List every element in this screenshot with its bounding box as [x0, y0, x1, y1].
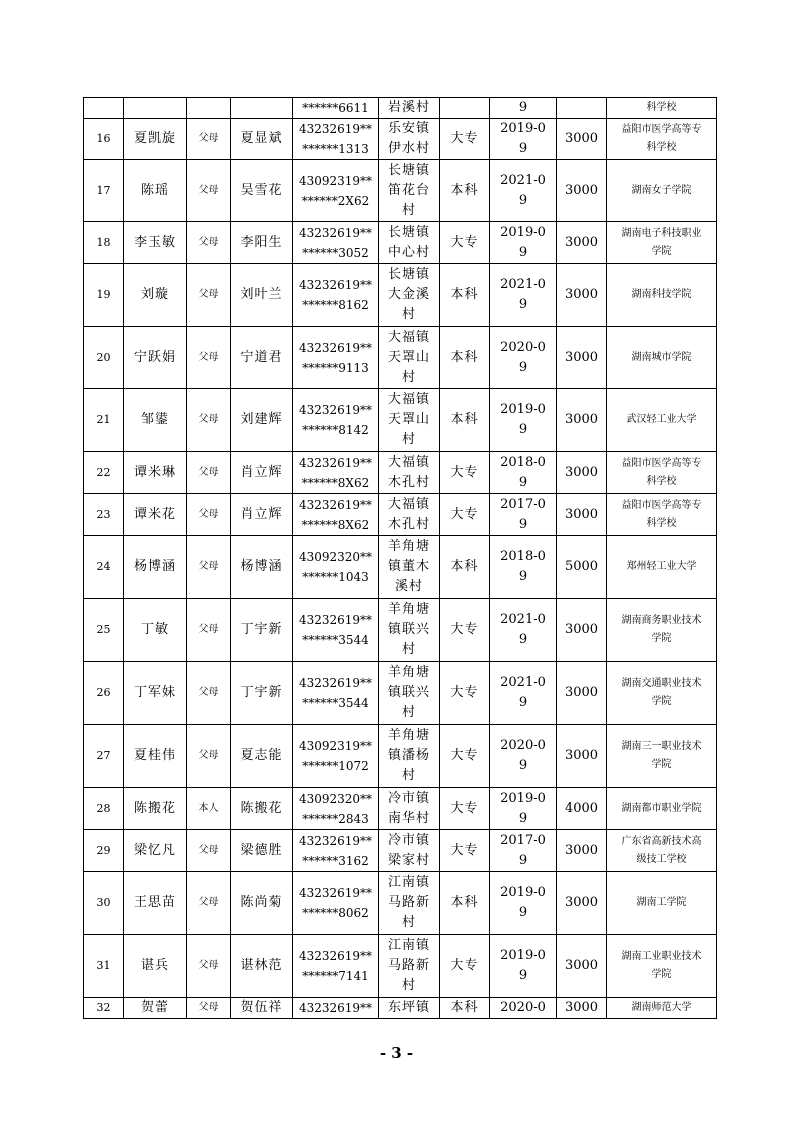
student-name-cell	[124, 98, 187, 119]
enrollment-date-cell: 2019-0 9	[490, 389, 557, 452]
aid-amount-cell: 3000	[557, 389, 607, 452]
aid-amount-cell	[557, 98, 607, 119]
enrollment-date-cell: 2021-0 9	[490, 160, 557, 222]
table-row	[84, 389, 717, 452]
school-name-cell: 湖南科技学院	[607, 264, 717, 327]
id-number-cell: 43232619** ******3544	[293, 662, 379, 725]
table-row	[84, 725, 717, 788]
relation-cell: 父母	[187, 935, 231, 998]
education-level-cell: 大专	[440, 788, 490, 830]
table-row	[84, 599, 717, 662]
education-level-cell: 本科	[440, 327, 490, 389]
aid-amount-cell: 3000	[557, 327, 607, 389]
id-number-cell: 43232619** ******8162	[293, 264, 379, 327]
student-name-cell: 夏凯旋	[124, 119, 187, 160]
education-level-cell: 本科	[440, 160, 490, 222]
student-name-cell: 谭米琳	[124, 452, 187, 494]
address-cell: 羊角塘 镇董木 溪村	[379, 536, 440, 599]
student-name-cell: 谭米花	[124, 494, 187, 536]
relation-cell: 父母	[187, 725, 231, 788]
school-name-cell: 科学校	[607, 98, 717, 119]
row-index-cell: 24	[84, 536, 124, 599]
school-name-cell: 郑州轻工业大学	[607, 536, 717, 599]
address-cell: 乐安镇 伊水村	[379, 119, 440, 160]
id-number-cell: 43232619** ******8062	[293, 872, 379, 935]
aid-amount-cell: 3000	[557, 494, 607, 536]
student-name-cell: 邹鍙	[124, 389, 187, 452]
school-name-cell: 湖南都市职业学院	[607, 788, 717, 830]
education-level-cell: 大专	[440, 935, 490, 998]
table-row	[84, 788, 717, 830]
enrollment-date-cell: 2021-0 9	[490, 599, 557, 662]
relation-cell: 父母	[187, 494, 231, 536]
address-cell: 江南镇 马路新 村	[379, 935, 440, 998]
row-index-cell: 21	[84, 389, 124, 452]
address-cell: 江南镇 马路新 村	[379, 872, 440, 935]
id-number-cell: 43232619** ******8X62	[293, 494, 379, 536]
id-number-cell: 43232619** ******8142	[293, 389, 379, 452]
relation-cell: 本人	[187, 788, 231, 830]
aid-amount-cell: 3000	[557, 830, 607, 872]
education-level-cell: 大专	[440, 119, 490, 160]
enrollment-date-cell: 9	[490, 98, 557, 119]
table-row	[84, 536, 717, 599]
address-cell: 大福镇 天罩山 村	[379, 327, 440, 389]
education-level-cell: 大专	[440, 452, 490, 494]
address-cell: 大福镇 天罩山 村	[379, 389, 440, 452]
table-row	[84, 264, 717, 327]
relation-cell: 父母	[187, 264, 231, 327]
aid-amount-cell: 3000	[557, 222, 607, 264]
aid-amount-cell: 3000	[557, 998, 607, 1019]
student-name-cell: 夏桂伟	[124, 725, 187, 788]
row-index-cell: 18	[84, 222, 124, 264]
parent-name-cell: 夏志能	[231, 725, 293, 788]
row-index-cell: 29	[84, 830, 124, 872]
enrollment-date-cell: 2019-0 9	[490, 788, 557, 830]
relation-cell: 父母	[187, 119, 231, 160]
enrollment-date-cell: 2019-0 9	[490, 935, 557, 998]
parent-name-cell: 陈尚菊	[231, 872, 293, 935]
education-level-cell: 大专	[440, 599, 490, 662]
school-name-cell: 湖南电子科技职业 学院	[607, 222, 717, 264]
parent-name-cell: 贺伍祥	[231, 998, 293, 1019]
enrollment-date-cell: 2021-0 9	[490, 264, 557, 327]
student-name-cell: 杨博涵	[124, 536, 187, 599]
relation-cell: 父母	[187, 389, 231, 452]
parent-name-cell: 刘叶兰	[231, 264, 293, 327]
row-index-cell: 26	[84, 662, 124, 725]
table-row	[84, 872, 717, 935]
enrollment-date-cell: 2017-0 9	[490, 830, 557, 872]
aid-amount-cell: 3000	[557, 935, 607, 998]
school-name-cell: 湖南交通职业技术 学院	[607, 662, 717, 725]
relation-cell: 父母	[187, 536, 231, 599]
student-aid-table	[83, 97, 717, 1019]
row-index-cell: 28	[84, 788, 124, 830]
row-index-cell: 32	[84, 998, 124, 1019]
address-cell: 大福镇 木孔村	[379, 452, 440, 494]
enrollment-date-cell: 2021-0 9	[490, 662, 557, 725]
student-name-cell: 李玉敏	[124, 222, 187, 264]
table-row	[84, 494, 717, 536]
school-name-cell: 湖南商务职业技术 学院	[607, 599, 717, 662]
relation-cell: 父母	[187, 830, 231, 872]
parent-name-cell: 陈搬花	[231, 788, 293, 830]
school-name-cell: 益阳市医学高等专 科学校	[607, 494, 717, 536]
enrollment-date-cell: 2020-0 9	[490, 725, 557, 788]
address-cell: 大福镇 木孔村	[379, 494, 440, 536]
parent-name-cell: 夏显斌	[231, 119, 293, 160]
parent-name-cell	[231, 98, 293, 119]
table-row	[84, 222, 717, 264]
row-index-cell: 17	[84, 160, 124, 222]
student-name-cell: 梁忆凡	[124, 830, 187, 872]
student-name-cell: 王思苗	[124, 872, 187, 935]
id-number-cell: ******6611	[293, 98, 379, 119]
id-number-cell: 43232619** ******1313	[293, 119, 379, 160]
parent-name-cell: 吴雪花	[231, 160, 293, 222]
education-level-cell: 大专	[440, 830, 490, 872]
relation-cell: 父母	[187, 599, 231, 662]
address-cell: 长塘镇 笛花台 村	[379, 160, 440, 222]
row-index-cell	[84, 98, 124, 119]
row-index-cell: 16	[84, 119, 124, 160]
school-name-cell: 湖南女子学院	[607, 160, 717, 222]
table-row	[84, 662, 717, 725]
id-number-cell: 43232619** ******3544	[293, 599, 379, 662]
id-number-cell: 43092319** ******2X62	[293, 160, 379, 222]
parent-name-cell: 刘建辉	[231, 389, 293, 452]
table-row	[84, 119, 717, 160]
row-index-cell: 19	[84, 264, 124, 327]
relation-cell: 父母	[187, 327, 231, 389]
id-number-cell: 43232619** ******3052	[293, 222, 379, 264]
parent-name-cell: 梁德胜	[231, 830, 293, 872]
enrollment-date-cell: 2020-0 9	[490, 327, 557, 389]
school-name-cell: 湖南工学院	[607, 872, 717, 935]
row-index-cell: 23	[84, 494, 124, 536]
aid-amount-cell: 3000	[557, 872, 607, 935]
page-number: - 3 -	[379, 1044, 414, 1062]
education-level-cell: 大专	[440, 662, 490, 725]
id-number-cell: 43232619** ******8X62	[293, 452, 379, 494]
enrollment-date-cell: 2018-0 9	[490, 536, 557, 599]
student-name-cell: 贺蕾	[124, 998, 187, 1019]
education-level-cell: 本科	[440, 998, 490, 1019]
student-name-cell: 谌兵	[124, 935, 187, 998]
student-name-cell: 丁军妹	[124, 662, 187, 725]
aid-amount-cell: 3000	[557, 264, 607, 327]
school-name-cell: 益阳市医学高等专 科学校	[607, 119, 717, 160]
student-name-cell: 丁敏	[124, 599, 187, 662]
relation-cell	[187, 98, 231, 119]
address-cell: 长塘镇 大金溪 村	[379, 264, 440, 327]
school-name-cell: 益阳市医学高等专 科学校	[607, 452, 717, 494]
parent-name-cell: 李阳生	[231, 222, 293, 264]
school-name-cell: 武汉轻工业大学	[607, 389, 717, 452]
id-number-cell: 43092320** ******2843	[293, 788, 379, 830]
parent-name-cell: 肖立辉	[231, 452, 293, 494]
address-cell: 长塘镇 中心村	[379, 222, 440, 264]
table-row	[84, 327, 717, 389]
id-number-cell: 43092319** ******1072	[293, 725, 379, 788]
aid-amount-cell: 3000	[557, 725, 607, 788]
row-index-cell: 27	[84, 725, 124, 788]
enrollment-date-cell: 2018-0 9	[490, 452, 557, 494]
school-name-cell: 湖南城市学院	[607, 327, 717, 389]
row-index-cell: 30	[84, 872, 124, 935]
relation-cell: 父母	[187, 998, 231, 1019]
address-cell: 羊角塘 镇联兴 村	[379, 662, 440, 725]
aid-amount-cell: 3000	[557, 599, 607, 662]
table-row	[84, 98, 717, 119]
education-level-cell: 本科	[440, 264, 490, 327]
school-name-cell: 湖南三一职业技术 学院	[607, 725, 717, 788]
aid-amount-cell: 3000	[557, 452, 607, 494]
row-index-cell: 25	[84, 599, 124, 662]
education-level-cell: 大专	[440, 725, 490, 788]
relation-cell: 父母	[187, 160, 231, 222]
address-cell: 羊角塘 镇联兴 村	[379, 599, 440, 662]
table-row	[84, 830, 717, 872]
id-number-cell: 43232619** ******9113	[293, 327, 379, 389]
student-name-cell: 宁跃娟	[124, 327, 187, 389]
education-level-cell: 大专	[440, 222, 490, 264]
education-level-cell	[440, 98, 490, 119]
enrollment-date-cell: 2019-0 9	[490, 222, 557, 264]
table-row	[84, 935, 717, 998]
school-name-cell: 湖南师范大学	[607, 998, 717, 1019]
address-cell: 东坪镇	[379, 998, 440, 1019]
parent-name-cell: 宁道君	[231, 327, 293, 389]
aid-amount-cell: 4000	[557, 788, 607, 830]
address-cell: 冷市镇 梁家村	[379, 830, 440, 872]
table-row	[84, 998, 717, 1019]
aid-amount-cell: 3000	[557, 119, 607, 160]
education-level-cell: 本科	[440, 872, 490, 935]
enrollment-date-cell: 2019-0 9	[490, 119, 557, 160]
student-name-cell: 陈搬花	[124, 788, 187, 830]
education-level-cell: 本科	[440, 389, 490, 452]
id-number-cell: 43092320** ******1043	[293, 536, 379, 599]
table-row	[84, 160, 717, 222]
school-name-cell: 广东省高新技术高 级技工学校	[607, 830, 717, 872]
education-level-cell: 大专	[440, 494, 490, 536]
relation-cell: 父母	[187, 872, 231, 935]
parent-name-cell: 谌林范	[231, 935, 293, 998]
enrollment-date-cell: 2017-0 9	[490, 494, 557, 536]
relation-cell: 父母	[187, 662, 231, 725]
aid-amount-cell: 5000	[557, 536, 607, 599]
row-index-cell: 20	[84, 327, 124, 389]
address-cell: 羊角塘 镇潘杨 村	[379, 725, 440, 788]
table-row	[84, 452, 717, 494]
parent-name-cell: 肖立辉	[231, 494, 293, 536]
row-index-cell: 22	[84, 452, 124, 494]
parent-name-cell: 杨博涵	[231, 536, 293, 599]
table-body	[84, 98, 717, 1019]
school-name-cell: 湖南工业职业技术 学院	[607, 935, 717, 998]
student-name-cell: 刘璇	[124, 264, 187, 327]
id-number-cell: 43232619**	[293, 998, 379, 1019]
aid-amount-cell: 3000	[557, 160, 607, 222]
row-index-cell: 31	[84, 935, 124, 998]
relation-cell: 父母	[187, 222, 231, 264]
id-number-cell: 43232619** ******3162	[293, 830, 379, 872]
address-cell: 岩溪村	[379, 98, 440, 119]
enrollment-date-cell: 2019-0 9	[490, 872, 557, 935]
student-name-cell: 陈瑶	[124, 160, 187, 222]
enrollment-date-cell: 2020-0	[490, 998, 557, 1019]
relation-cell: 父母	[187, 452, 231, 494]
id-number-cell: 43232619** ******7141	[293, 935, 379, 998]
education-level-cell: 本科	[440, 536, 490, 599]
address-cell: 冷市镇 南华村	[379, 788, 440, 830]
aid-amount-cell: 3000	[557, 662, 607, 725]
parent-name-cell: 丁宇新	[231, 599, 293, 662]
parent-name-cell: 丁宇新	[231, 662, 293, 725]
